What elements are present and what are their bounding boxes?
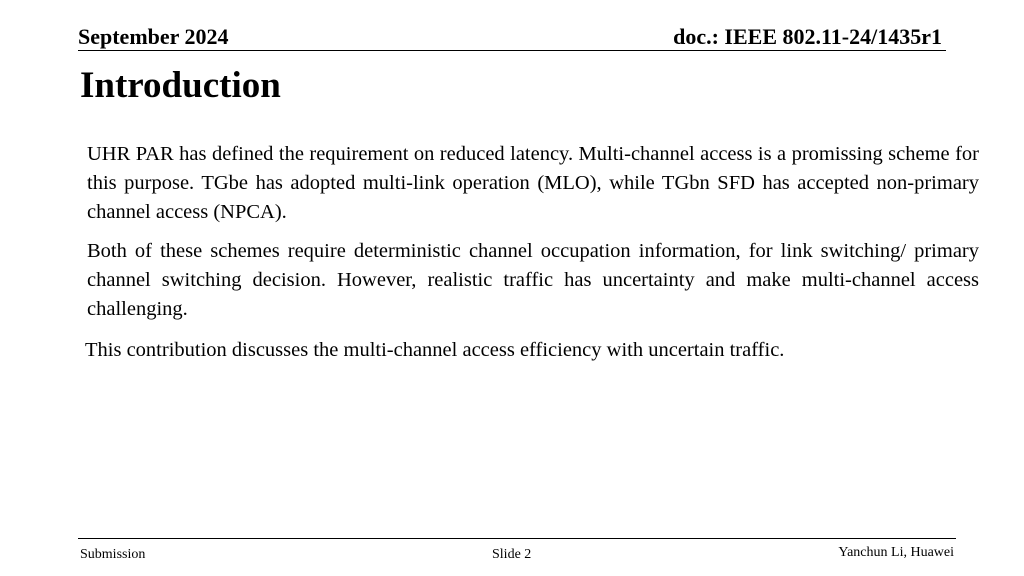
header-doc-id: doc.: IEEE 802.11-24/1435r1: [673, 24, 942, 49]
footer-slide-number: Slide 2: [492, 547, 532, 562]
footer-divider: [78, 538, 956, 539]
body-paragraph: This contribution discusses the multi-channel access efficiency with uncertain traffic.: [85, 339, 785, 361]
slide-body: [87, 140, 979, 375]
body-paragraph: UHR PAR has defined the requirement on reduced latency. Multi-channel access is a promissing scheme for this purpose. TGbe has adopted multi-link operation (MLO), while TGbn SFD has accepted non-primary channel access (NPCA).: [87, 143, 979, 223]
header-divider: [78, 50, 946, 51]
slide-title: Introduction: [80, 65, 281, 106]
body-paragraph: Both of these schemes require deterministic channel occupation information, for link switching/ primary channel switching decision. However, realistic traffic has uncertainty and make multi-channel access challenging.: [87, 240, 979, 320]
footer-submission: Submission: [80, 547, 146, 562]
header-date: September 2024: [78, 24, 229, 49]
footer-author: Yanchun Li, Huawei: [838, 545, 954, 560]
